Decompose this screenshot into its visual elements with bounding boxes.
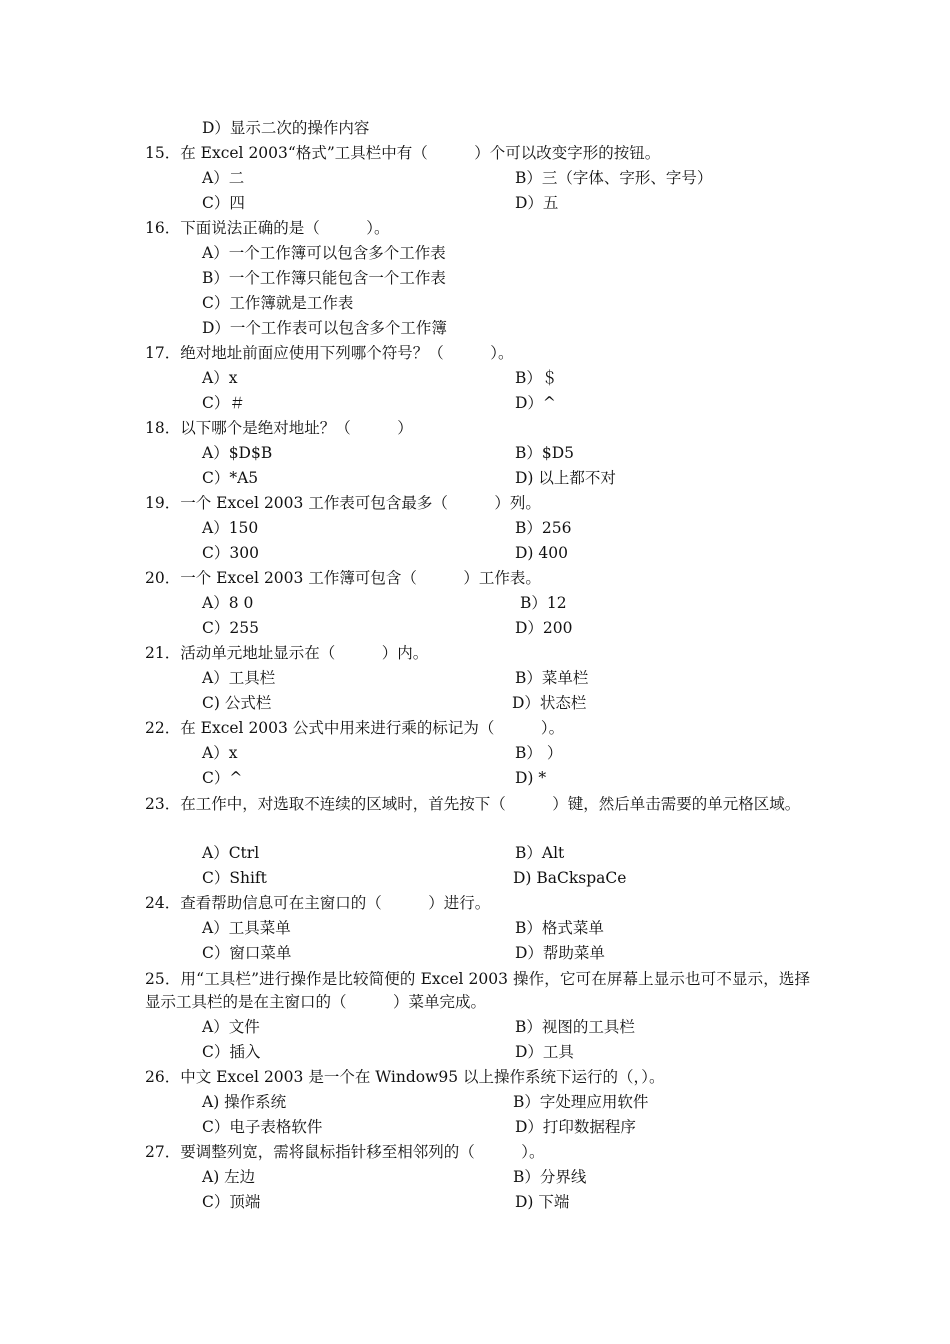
option-15-d: D）五 xyxy=(515,194,559,212)
option-19-b: B）256 xyxy=(515,519,572,537)
option-24-b: B）格式菜单 xyxy=(515,919,604,937)
option-17-d: D）^ xyxy=(515,394,556,412)
option-18-b: B）$D5 xyxy=(515,444,575,462)
option-23-d: D) BaCkspaCe xyxy=(513,869,627,887)
option-24-d: D）帮助菜单 xyxy=(515,944,605,962)
question-18: 18．以下哪个是绝对地址？（ ） xyxy=(145,419,413,437)
option-21-a: A）工具栏 xyxy=(202,669,276,687)
option-21-c: C) 公式栏 xyxy=(202,694,272,712)
option-23-c: C）Shift xyxy=(202,869,267,887)
option-19-a: A）150 xyxy=(202,519,259,537)
question-23: 23．在工作中，对选取不连续的区域时，首先按下（ ）键，然后单击需要的单元格区域。 xyxy=(145,795,801,813)
option-17-b: B）＄ xyxy=(515,369,558,387)
option-22-a: A）x xyxy=(202,744,238,762)
option-15-c: C）四 xyxy=(202,194,245,212)
option-16-d: D）一个工作表可以包含多个工作簿 xyxy=(202,319,447,337)
option-15-b: B）三（字体、字形、字号） xyxy=(515,169,713,187)
option-23-a: A）Ctrl xyxy=(202,844,260,862)
option-26-d: D）打印数据程序 xyxy=(515,1118,636,1136)
option-25-a: A）文件 xyxy=(202,1018,260,1036)
option-19-c: C）300 xyxy=(202,544,259,562)
option-15-a: A）二 xyxy=(202,169,245,187)
question-17: 17．绝对地址前面应使用下列哪个符号？（ ）。 xyxy=(145,344,514,362)
option-21-d: D）状态栏 xyxy=(512,694,587,712)
question-25: 25．用“工具栏”进行操作是比较简便的 Excel 2003 操作，它可在屏幕上显示也可不显示，选择显示工具栏的是在主窗口的（ ）菜单完成。 xyxy=(145,970,810,1011)
option-26-a: A) 操作系统 xyxy=(202,1093,287,1111)
question-16: 16．下面说法正确的是（ ）。 xyxy=(145,219,390,237)
option-19-d: D) 400 xyxy=(515,544,568,562)
question-24: 24．查看帮助信息可在主窗口的（ ）进行。 xyxy=(145,894,491,912)
option-18-a: A）$D$B xyxy=(202,444,273,462)
option-22-c: C）^ xyxy=(202,769,243,787)
option-24-c: C）窗口菜单 xyxy=(202,944,292,962)
option-20-b: B）12 xyxy=(520,594,567,612)
question-26: 26．中文 Excel 2003 是一个在 Window95 以上操作系统下运行的（，）。 xyxy=(145,1068,665,1086)
question-27: 27．要调整列宽，需将鼠标指针移至相邻列的（ ）。 xyxy=(145,1143,545,1161)
question-19: 19．一个 Excel 2003 工作表可包含最多（ ）列。 xyxy=(145,494,541,512)
option-21-b: B）菜单栏 xyxy=(515,669,589,687)
option-16-a: A）一个工作簿可以包含多个工作表 xyxy=(202,244,446,262)
option-27-d: D) 下端 xyxy=(515,1193,570,1211)
option-18-c: C）*A5 xyxy=(202,469,259,487)
question-21: 21．活动单元地址显示在（ ）内。 xyxy=(145,644,429,662)
question-22: 22．在 Excel 2003 公式中用来进行乘的标记为（ ）。 xyxy=(145,719,565,737)
option-23-b: B）Alt xyxy=(515,844,565,862)
option-27-c: C）顶端 xyxy=(202,1193,261,1211)
option-20-c: C）255 xyxy=(202,619,259,637)
option-25-b: B）视图的工具栏 xyxy=(515,1018,635,1036)
option-27-b: B）分界线 xyxy=(513,1168,587,1186)
option-16-b: B）一个工作簿只能包含一个工作表 xyxy=(202,269,446,287)
option-17-a: A）x xyxy=(202,369,238,387)
option-26-b: B）字处理应用软件 xyxy=(513,1093,649,1111)
question-20: 20．一个 Excel 2003 工作簿可包含（ ）工作表。 xyxy=(145,569,541,587)
option-18-d: D) 以上都不对 xyxy=(515,469,616,487)
option-17-c: C）＃ xyxy=(202,394,245,412)
option-25-d: D）工具 xyxy=(515,1043,574,1061)
option-22-d: D) * xyxy=(515,769,547,787)
option-26-c: C）电子表格软件 xyxy=(202,1118,323,1136)
option-20-d: D）200 xyxy=(515,619,573,637)
question-15: 15．在 Excel 2003“格式”工具栏中有（ ）个可以改变字形的按钮。 xyxy=(145,144,661,162)
option-24-a: A）工具菜单 xyxy=(202,919,291,937)
option-22-b: B） ） xyxy=(515,744,563,762)
option-25-c: C）插入 xyxy=(202,1043,261,1061)
option-20-a: A）8 0 xyxy=(202,594,254,612)
option-27-a: A) 左边 xyxy=(202,1168,256,1186)
option-16-c: C）工作簿就是工作表 xyxy=(202,294,354,312)
option-14-d: D）显示二次的操作内容 xyxy=(202,119,370,137)
